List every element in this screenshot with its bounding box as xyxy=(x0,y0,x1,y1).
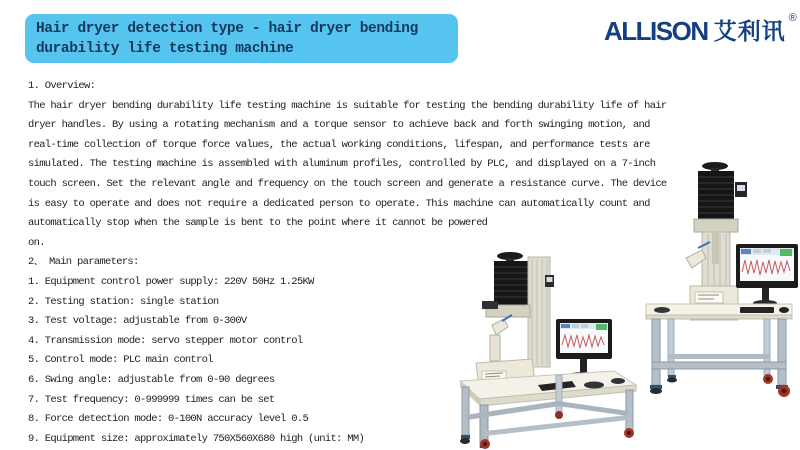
overview-line: simulated. The testing machine is assembled with aluminum profiles, controlled by PLC, and displayed on a 7-inch xyxy=(28,158,656,171)
parameter-item: 5. Control mode: PLC main control xyxy=(28,354,213,367)
parameter-item: 1. Equipment control power supply: 220V 50Hz 1.25KW xyxy=(28,275,314,288)
brand-logo xyxy=(604,12,797,46)
page-title xyxy=(25,14,458,63)
parameter-item: 3. Test voltage: adjustable from 0-300V xyxy=(28,315,247,328)
overview-line: on. xyxy=(28,236,45,249)
overview-line: The hair dryer bending durability life testing machine is suitable for testing the bending durability life of hair xyxy=(28,99,667,112)
parameters-heading: 2、 Main parameters: xyxy=(28,256,139,269)
parameter-item: 2. Testing station: single station xyxy=(28,295,219,308)
page-title-line1: Hair dryer detection type - hair dryer bending xyxy=(36,20,418,37)
parameter-item: 4. Transmission mode: servo stepper motor control xyxy=(28,334,303,347)
overview-line: touch screen. Set the relevant angle and frequency on the touch screen and generate a resistance curve. The device xyxy=(28,177,667,190)
brand-logo-text: ALLISON xyxy=(604,16,708,46)
document-body xyxy=(28,77,668,449)
overview-line: is easy to operate and does not require a dedicated person to operate. This machine can automatically count and xyxy=(28,197,650,210)
parameter-item: 7. Test frequency: 0-999999 times can be set xyxy=(28,393,275,406)
overview-line: real-time collection of torque force values, the actual working conditions, lifespan, and performance tests are xyxy=(28,138,650,151)
parameter-item: 8. Force detection mode: 0-100N accuracy level 0.5 xyxy=(28,413,309,426)
page-title-line2: durability life testing machine xyxy=(36,40,294,57)
registered-trademark-icon: ® xyxy=(788,12,797,24)
parameter-item: 6. Swing angle: adjustable from 0-90 degrees xyxy=(28,373,275,386)
overview-heading: 1. Overview: xyxy=(28,80,96,92)
parameter-item: 9. Equipment size: approximately 750X560X680 high (unit: MM) xyxy=(28,432,365,445)
brand-logo-chinese: 艾利讯 xyxy=(713,18,786,44)
overview-line: dryer handles. By using a rotating mechanism and a torque sensor to achieve back and forth swinging motion, and xyxy=(28,119,650,132)
overview-line: automatically stop when the sample is bent to the point where it cannot be powered xyxy=(28,217,488,230)
